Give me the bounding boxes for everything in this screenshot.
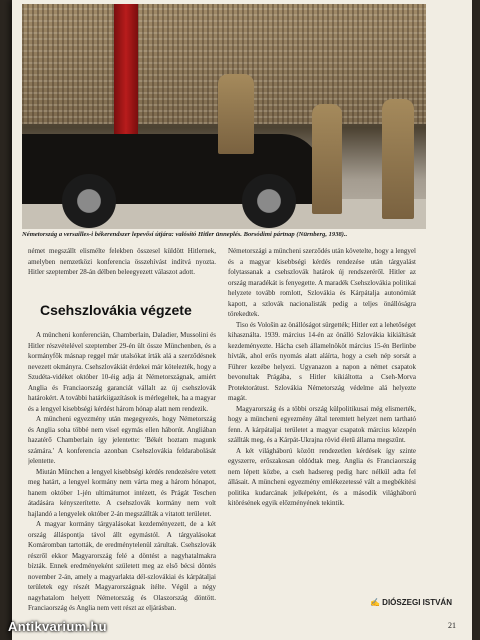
paragraph: Miután München a lengyel kisebbségi kérdés rendezésére vetett meg határt, a lengyel kormány nem várta meg a három hónapot, hanem október 1-jén ultimátumot intézett, és Prágát Teschen átadására kényszerítette. A csehszlovák kormány nem volt hajlandó a lengyelek október 2-án megszállták a vitatott területet. xyxy=(28,467,216,518)
flag xyxy=(114,4,138,134)
paragraph: Tiso és Vološin az önállóságot sürgették; Hitler ezt a lehetőséget kihasználta. 1939. március 14-én az önálló Szlovákia kikiáltását kezdeményezte. Hácha cseh államelnököt március 15-én Berlinbe hívták, ahol erős nyomás alatt aláírta, hogy a cseh nép sorsát a Führer kezébe helyezi. Ugyanazon a napon a német csapatok bevonultak Prágába, s Hitler kikiáltotta a Cseh-Morva Protektorátust. Szlovákia Németország védelme alá helyezte magát. xyxy=(228,320,416,402)
car-wheel xyxy=(62,174,116,228)
left-intro-text xyxy=(28,246,216,298)
uniformed-figure xyxy=(382,99,414,219)
uniformed-figure xyxy=(312,104,342,214)
paragraph: A müncheni konferencián, Chamberlain, Daladier, Mussolini és Hitler részvételével szeptember 29-én ült össze Münchenben, és a kormányfők másnap reggel már utalsókat írták alá a szerződésnek nevezett okmányra. Csehszlovákiát érdekei már kötelezték, hogy a Szudéta-vidéket október 10-éig adja át Németországnak, amiért Anglia és Franciaország garanciát vállalt az új csehszlovák határokért. A további határkiigazítások is mérlegeltek, ha a magyar és a lengyel kisebbségi kérdést három hónap alatt nem rendezik. xyxy=(28,331,216,413)
paragraph: Magyarország és a többi ország külpolitikusai még elismerték, hogy a müncheni egyezmény által teremtett helyzet nem tartható fenn. A kárpátaljai területet a magyar csapatok március közepén szállták meg, és a Kárpát-Ukrajna rövid életű állama megszűnt. xyxy=(228,404,416,444)
right-column xyxy=(228,246,416,594)
left-column xyxy=(28,330,216,626)
paragraph: A magyar kormány tárgyalásokat kezdeményezett, de a két ország álláspontja távol állt egymástól. A tárgyalásokat Komáromban tartották, de eredménytelenül zárultak. Csehszlovák részről ekkor Magyarország felé a döntést a nagyhatalmakra bízták. Ennek eredményeként született meg az első bécsi döntés november 2-án, amely a magyarlakta dél-szlovákiai és kárpátaljai területek egy részét Magyarországnak ítélte. Végül a négy nagyhatalom helyett Németország és Olaszország döntött. Franciaország és Anglia nem vett részt az eljárásban. xyxy=(28,520,216,612)
standing-figure xyxy=(218,74,254,154)
historical-photo xyxy=(22,4,426,229)
author-signature: ✍ DIÓSZEGI ISTVÁN xyxy=(370,598,452,607)
paragraph: A két világháború között rendezetlen kérdések így szinte egyszerre, erőszakosan oldódtak meg. Anglia és Franciaország nem lépett közbe, a cseh hadsereg pedig harc nélkül adta fel állásait. A müncheni egyezmény emlékezetessé vált a megbékítési politika kudarcának jelképeként, és a második világháború kitörésének egyik előzményének tekintik. xyxy=(228,446,416,507)
page-number: 21 xyxy=(448,621,456,630)
paragraph: Németországi a müncheni szerződés után követelte, hogy a lengyel és a magyar kisebbségi kérdés rendezése után tárgyalást folytassanak a csehszlovák határok új rendszeréről. Hitler az ország maradékát is fenyegette. A maradék Csehszlovákia politikai helyzete tovább romlott, Szlovákia és Kárpátalja autonómiát kapott, a szlovák nacionalisták pedig a teljes önállóságra törekedtek. xyxy=(228,247,416,318)
magazine-page xyxy=(12,0,472,640)
section-heading: Csehszlovákia végzete xyxy=(40,302,192,318)
watermark-logo: Antikvarium.hu xyxy=(8,619,107,634)
intro-paragraph: német megszállt elismélte felekben összesel küldött Hitlernek, amelyben nemzetközi konferencia összehívást indítvá nyozta. Hitler szeptember 28-án délben beleegyezett válaszot adott. xyxy=(28,247,216,276)
photo-caption: Németország a versailles-i békerendszer lepevősí útjára: valósító Hitler ünneplés. Borsódimi pártnap (Nürnberg, 1938).. xyxy=(22,231,348,238)
paragraph: A müncheni egyezmény után megegyezés, hogy Németország és Anglia soha többé nem visel egymás ellen háborút. Angliában hazatérő Chamberlain így jelentette: 'Békét hoztam magunk számára.' A konferencia azonban Csehszlovákia feldarabolását jelentette. xyxy=(28,415,216,465)
car-wheel xyxy=(242,174,296,228)
